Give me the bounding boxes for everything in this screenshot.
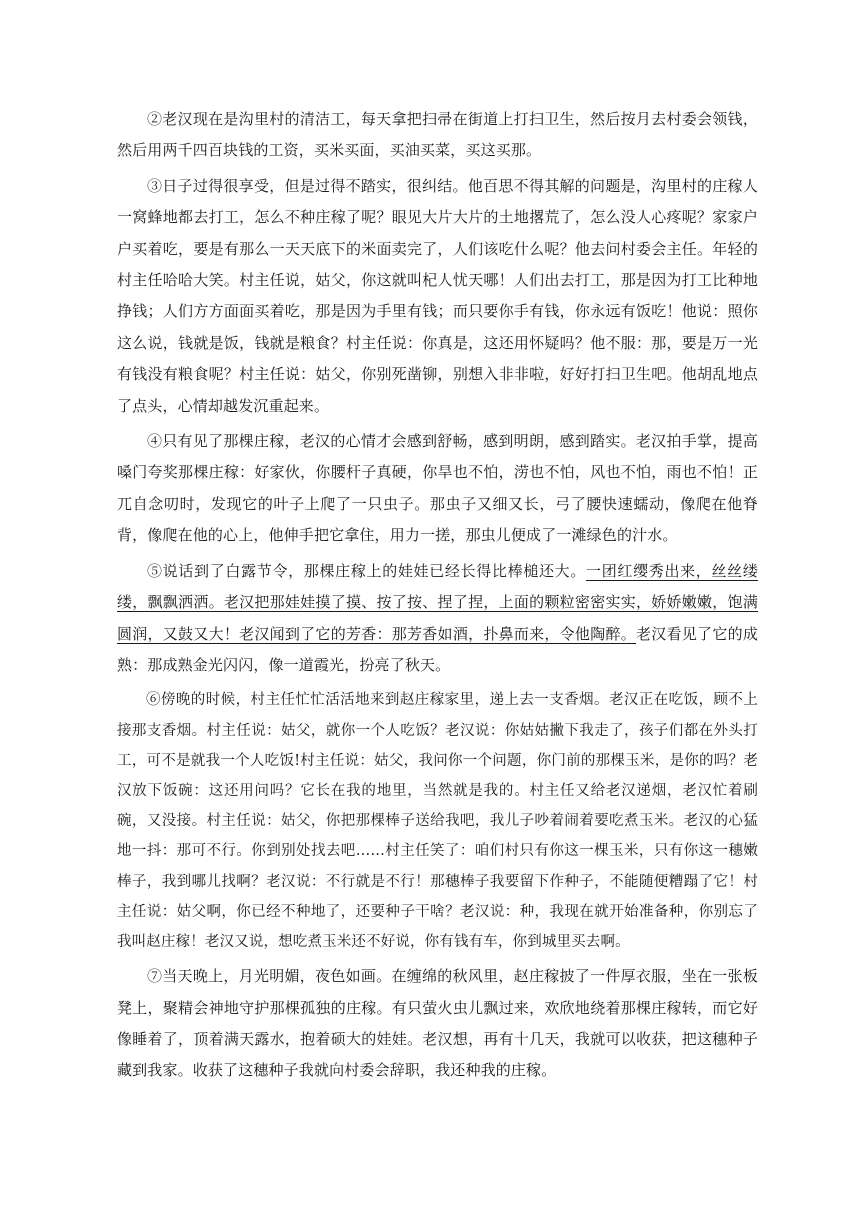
underlined-passage: 一团红缨秀出来，丝丝缕缕，飘飘洒洒。老汉把那娃娃摸了摸、按了按、捏了捏，上面的颗粒密密实实，娇娇嫩嫩，饱满圆润，又鼓又大！老汉闻到了它的芳香：那芳香如酒，扑鼻而来，令他陶醉。 <box>117 561 758 643</box>
paragraph-5 <box>117 556 758 682</box>
paragraph-5-suffix: 老汉看见了它的成熟：那成熟金光闪闪，像一道霞光，扮亮了秋天。 <box>117 624 759 674</box>
paragraph-7: ⑦当天晚上，月光明媚，夜色如画。在缠绵的秋风里，赵庄稼披了一件厚衣服，坐在一张板凳上，聚精会神地守护那棵孤独的庄稼。有只萤火虫儿飘过来，欢欣地绕着那棵庄稼转，而它好像睡着了，顶着满天露水，抱着硕大的娃娃。老汉想，再有十几天，我就可以收获，把这穗种子藏到我家。收获了这穗种子我就向村委会辞职，我还种我的庄稼。 <box>117 967 758 1080</box>
paragraph-5-prefix: ⑤说话到了白露节令，那棵庄稼上的娃娃已经长得比棒槌还大。 <box>147 561 587 580</box>
paragraph-2: ②老汉现在是沟里村的清洁工，每天拿把扫帚在街道上打扫卫生，然后按月去村委会领钱，然后用两千四百块钱的工资，买米买面，买油买菜，买这买那。 <box>117 110 758 160</box>
paragraph-3: ③日子过得很享受，但是过得不踏实，很纠结。他百思不得其解的问题是，沟里村的庄稼人一窝蜂地都去打工，怎么不种庄稼了呢？眼见大片大片的土地撂荒了，怎么没人心疼呢？家家户户买着吃，要是有那么一天天底下的米面卖完了，人们该吃什么呢？他去问村委会主任。年轻的村主任哈哈大笑。村主任说，姑父，你这就叫杞人忧天哪！人们出去打工，那是因为打工比种地挣钱；人们方方面面买着吃，那是因为手里有钱；而只要你手有钱，你永远有饭吃！他说：照你这么说，钱就是饭，钱就是粮食？村主任说：你真是，这还用怀疑吗？他不服：那，要是万一光有钱没有粮食呢？村主任说：姑父，你别死凿铆，别想入非非啦，好好打扫卫生吧。他胡乱地点了点头，心情却越发沉重起来。 <box>117 176 758 415</box>
article-body <box>117 104 758 1087</box>
paragraph-6: ⑥傍晚的时候，村主任忙忙活活地来到赵庄稼家里，递上去一支香烟。老汉正在吃饭，顾不上接那支香烟。村主任说：姑父，就你一个人吃饭？老汉说：你姑姑撇下我走了，孩子们都在外头打工，可不是就我一个人吃饭!村主任说：姑父，我问你一个问题，你门前的那棵玉米，是你的吗？老汉放下饭碗：这还用问吗？它长在我的地里，当然就是我的。村主任又给老汉递烟，老汉忙着刷碗，又没接。村主任说：姑父，你把那棵棒子送给我吧，我儿子吵着闹着要吃煮玉米。老汉的心猛地一抖：那可不行。你到别处找去吧……村主任笑了：咱们村只有你这一棵玉米，只有你这一穗嫩棒子，我到哪儿找啊？老汉说：不行就是不行！那穗棒子我要留下作种子，不能随便糟蹋了它！村主任说：姑父啊，你已经不种地了，还要种子干啥？老汉说：种，我现在就开始准备种，你别忘了我叫赵庄稼！老汉又说，想吃煮玉米还不好说，你有钱有车，你到城里买去啊。 <box>117 692 758 950</box>
paragraph-4: ④只有见了那棵庄稼，老汉的心情才会感到舒畅，感到明朗，感到踏实。老汉拍手掌，提高嗓门夸奖那棵庄稼：好家伙，你腰杆子真硬，你旱也不怕，涝也不怕，风也不怕，雨也不怕！正兀自念叨时，发现它的叶子上爬了一只虫子。那虫子又细又长，弓了腰快速蠕动，像爬在他脊背，像爬在他的心上，他伸手把它拿住，用力一搓，那虫儿便成了一滩绿色的汁水。 <box>117 432 758 545</box>
